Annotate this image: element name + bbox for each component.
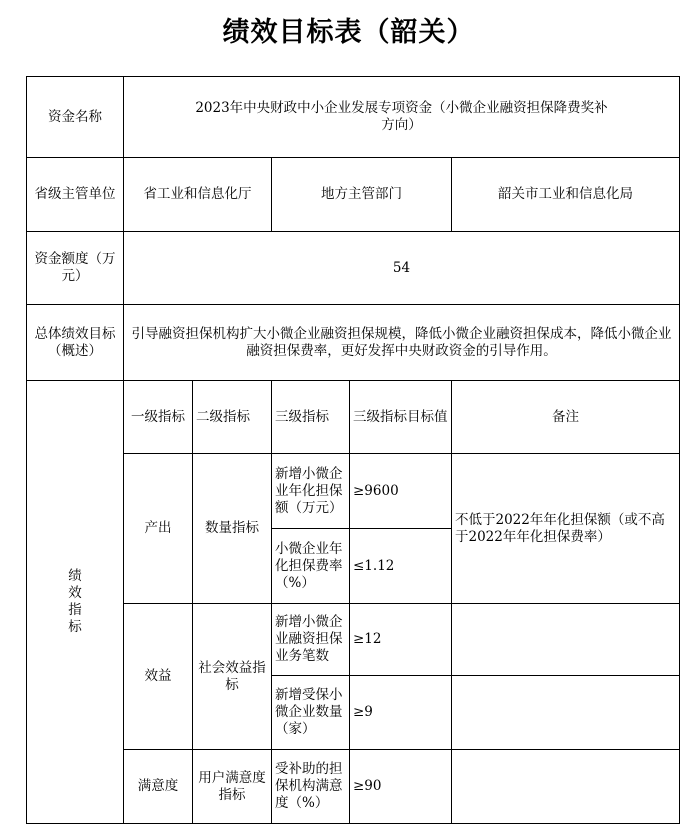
benefit-level1: 效益 [124,604,193,750]
benefit-target-2: ≥9 [350,676,452,750]
output-target-1: ≥9600 [350,454,452,529]
local-dept-value: 韶关市工业和信息化局 [452,158,680,232]
goal-label: 总体绩效目标（概述） [27,305,124,381]
table-row [27,454,680,529]
indicator-section-label: 绩 效 指 标 [27,381,124,824]
benefit-indicator-1: 新增小微企业融资担保业务笔数 [272,604,350,676]
goal-value: 引导融资担保机构扩大小微企业融资担保规模，降低小微企业融资担保成本，降低小微企业融资担保费率，更好发挥中央财政资金的引导作用。 [124,305,680,381]
dept-row [27,158,680,232]
output-target-2: ≤1.12 [350,529,452,604]
satisfaction-remark-1 [452,750,680,824]
amount-row [27,232,680,305]
satisfaction-level2: 用户满意度指标 [193,750,272,824]
amount-label: 资金额度（万元） [27,232,124,305]
performance-target-table [26,76,680,824]
benefit-remark-1 [452,604,680,676]
table-row [27,604,680,676]
provincial-dept-label: 省级主管单位 [27,158,124,232]
fund-name-row [27,77,680,158]
header-level3: 三级指标 [272,381,350,454]
fund-name-value: 2023年中央财政中小企业发展专项资金（小微企业融资担保降费奖补方向） [124,77,680,158]
fund-name-label: 资金名称 [27,77,124,158]
satisfaction-indicator-1: 受补助的担保机构满意度（%） [272,750,350,824]
benefit-indicator-2: 新增受保小微企业数量（家） [272,676,350,750]
satisfaction-target-1: ≥90 [350,750,452,824]
header-level1: 一级指标 [124,381,193,454]
page-title: 绩效目标表（韶关） [222,17,475,48]
benefit-remark-2 [452,676,680,750]
benefit-level2: 社会效益指标 [193,604,272,750]
indicator-header-row [27,381,680,454]
satisfaction-level1: 满意度 [124,750,193,824]
output-indicator-1: 新增小微企业年化担保额（万元） [272,454,350,529]
benefit-target-1: ≥12 [350,604,452,676]
output-indicator-2: 小微企业年化担保费率（%） [272,529,350,604]
header-target: 三级指标目标值 [350,381,452,454]
table-row [27,750,680,824]
goal-row [27,305,680,381]
local-dept-label: 地方主管部门 [272,158,452,232]
header-level2: 二级指标 [193,381,272,454]
amount-value: 54 [124,232,680,305]
header-remark: 备注 [452,381,680,454]
output-level2: 数量指标 [193,454,272,604]
output-level1: 产出 [124,454,193,604]
output-remark: 不低于2022年年化担保额（或不高于2022年年化担保费率） [452,454,680,604]
provincial-dept-value: 省工业和信息化厅 [124,158,272,232]
